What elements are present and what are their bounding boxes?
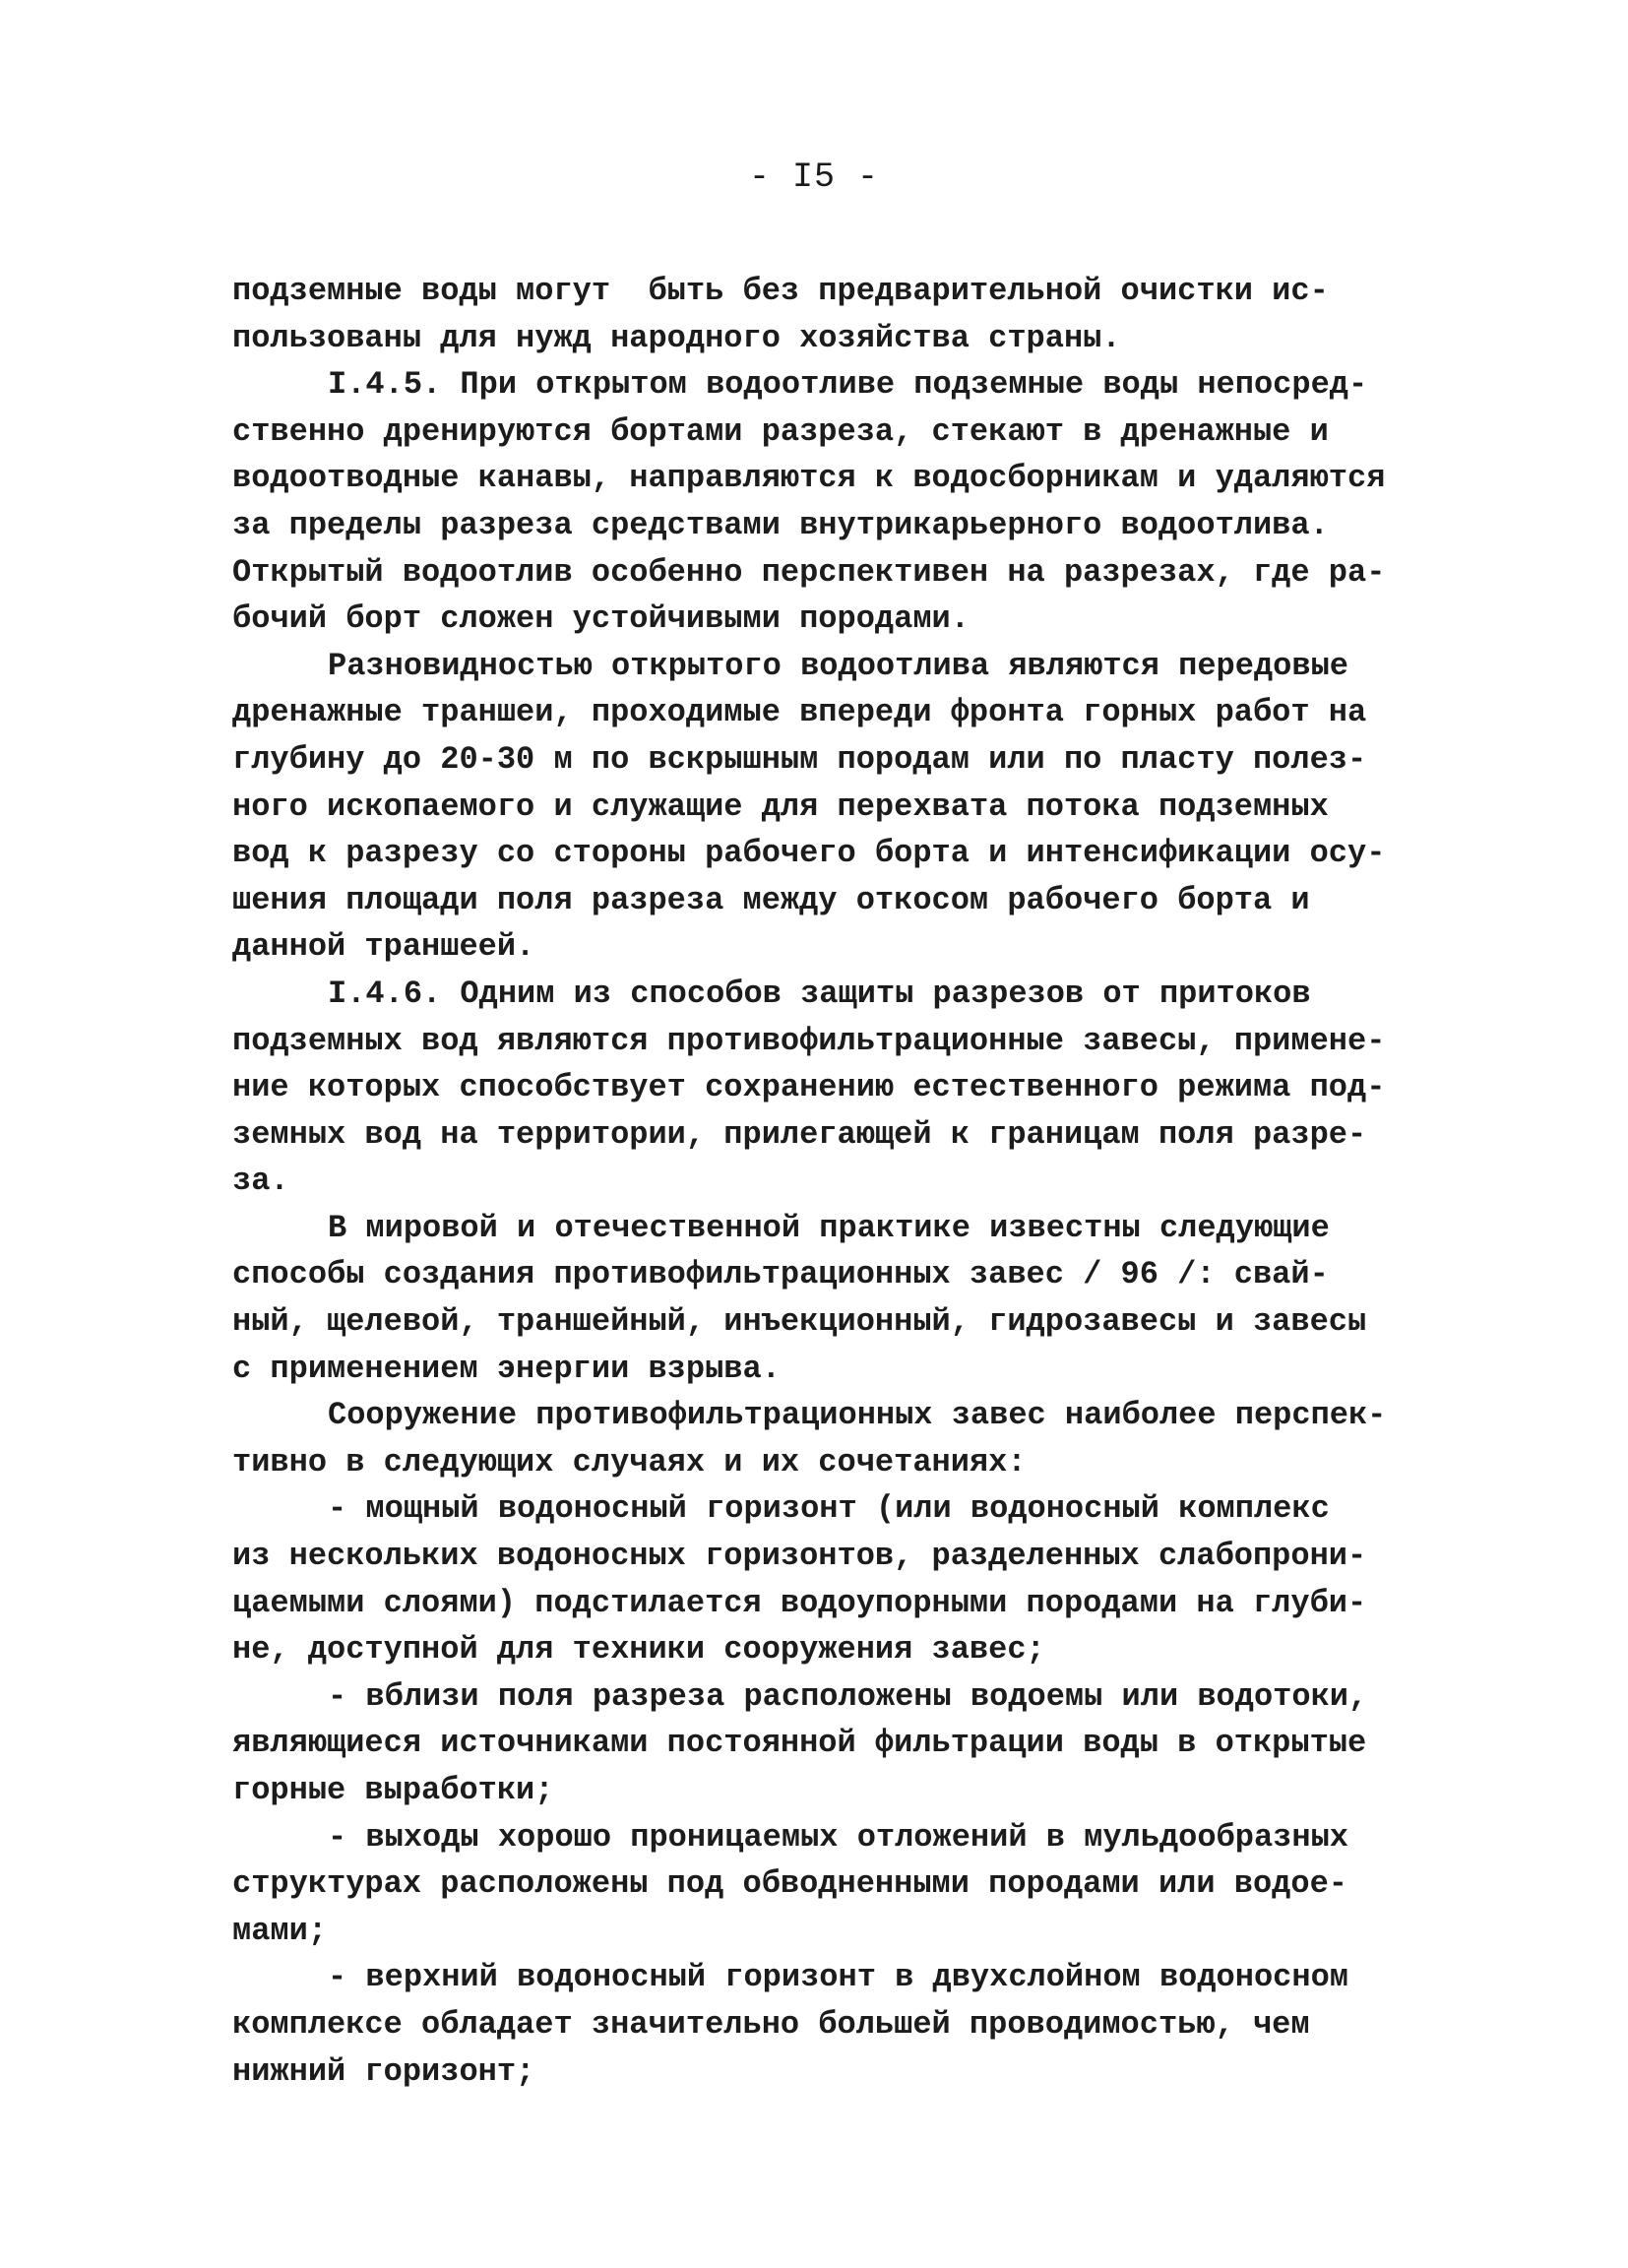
text-line: шения площади поля разреза между откосом рабочего борта и [232,881,1310,918]
text-line: комплексе обладает значительно большей проводимостью, чем [232,2005,1310,2043]
paragraph-start-line: I.4.6. Одним из способов защиты разрезов от притоков [328,975,1311,1012]
paragraph-start-line: Сооружение противофильтрационных завес наиболее перспек- [328,1397,1387,1434]
text-line: способы создания противофильтрационных завес / 96 /: свай- [232,1256,1329,1293]
paragraph-start-line: I.4.5. При открытом водоотливе подземные воды непосред- [328,366,1368,404]
text-line: структурах расположены под обводненными породами или водое- [232,1865,1347,1903]
text-line: не, доступной для техники сооружения завес; [232,1631,1045,1669]
text-line: ного ископаемого и служащие для перехвата потока подземных [232,788,1329,825]
paragraph-start-line: В мировой и отечественной практике известны следующие [328,1209,1330,1246]
text-line: водоотводные канавы, направляются к водосборникам и удаляются [232,460,1386,497]
text-line: с применением энергии взрыва. [232,1350,781,1387]
text-line: нижний горизонт; [232,2052,535,2090]
body-text [232,268,1394,2095]
text-line: дренажные траншеи, проходимые впереди фронта горных работ на [232,694,1367,731]
text-line: данной траншеей. [232,928,535,966]
text-line: за. [232,1163,289,1200]
text-line: мами; [232,1912,328,1949]
text-line: за пределы разреза средствами внутрикарьерного водоотлива. [232,506,1329,543]
text-line: из нескольких водоносных горизонтов, разделенных слабопрони- [232,1538,1367,1575]
list-item-line: - выходы хорошо проницаемых отложений в мульдообразных [328,1818,1348,1856]
paragraph-start-line: Разновидностью открытого водоотлива являются передовые [328,647,1348,684]
text-line: подземные воды могут быть без предварительной очистки ис- [232,273,1329,309]
text-line: бочий борт сложен устойчивыми породами. [232,600,970,638]
page-number: - I5 - [748,158,880,197]
text-line: глубину до 20-30 м по вскрышным породам или по пласту полез- [232,740,1367,778]
list-item-line: - мощный водоносный горизонт (или водоносный комплекс [328,1490,1330,1528]
list-item-line: - верхний водоносный горизонт в двухслойном водоносном [328,1959,1348,1996]
list-item-line: - вблизи поля разреза расположены водоемы или водотоки, [328,1677,1368,1715]
text-line: горные выработки; [232,1772,554,1808]
text-line: земных вод на территории, прилегающей к границам поля разре- [232,1115,1367,1153]
text-line: ние которых способствует сохранению естественного режима под- [232,1069,1386,1106]
text-line: тивно в следующих случаях и их сочетаниях: [232,1443,1027,1480]
text-line: являющиеся источниками постоянной фильтрации воды в открытые [232,1725,1367,1762]
text-line: пользованы для нужд народного хозяйства страны. [232,319,1121,356]
text-line: вод к разрезу со стороны рабочего борта и интенсификации осу- [232,835,1386,872]
text-line: Открытый водоотлив особенно перспективен на разрезах, где ра- [232,553,1386,591]
text-line: ный, щелевой, траншейный, инъекционный, гидрозавесы и завесы [232,1303,1367,1341]
text-line: цаемыми слоями) подстилается водоупорными породами на глуби- [232,1584,1367,1621]
text-line: подземных вод являются противофильтрационные завесы, примене- [232,1022,1386,1059]
text-line: ственно дренируются бортами разреза, стекают в дренажные и [232,412,1329,450]
